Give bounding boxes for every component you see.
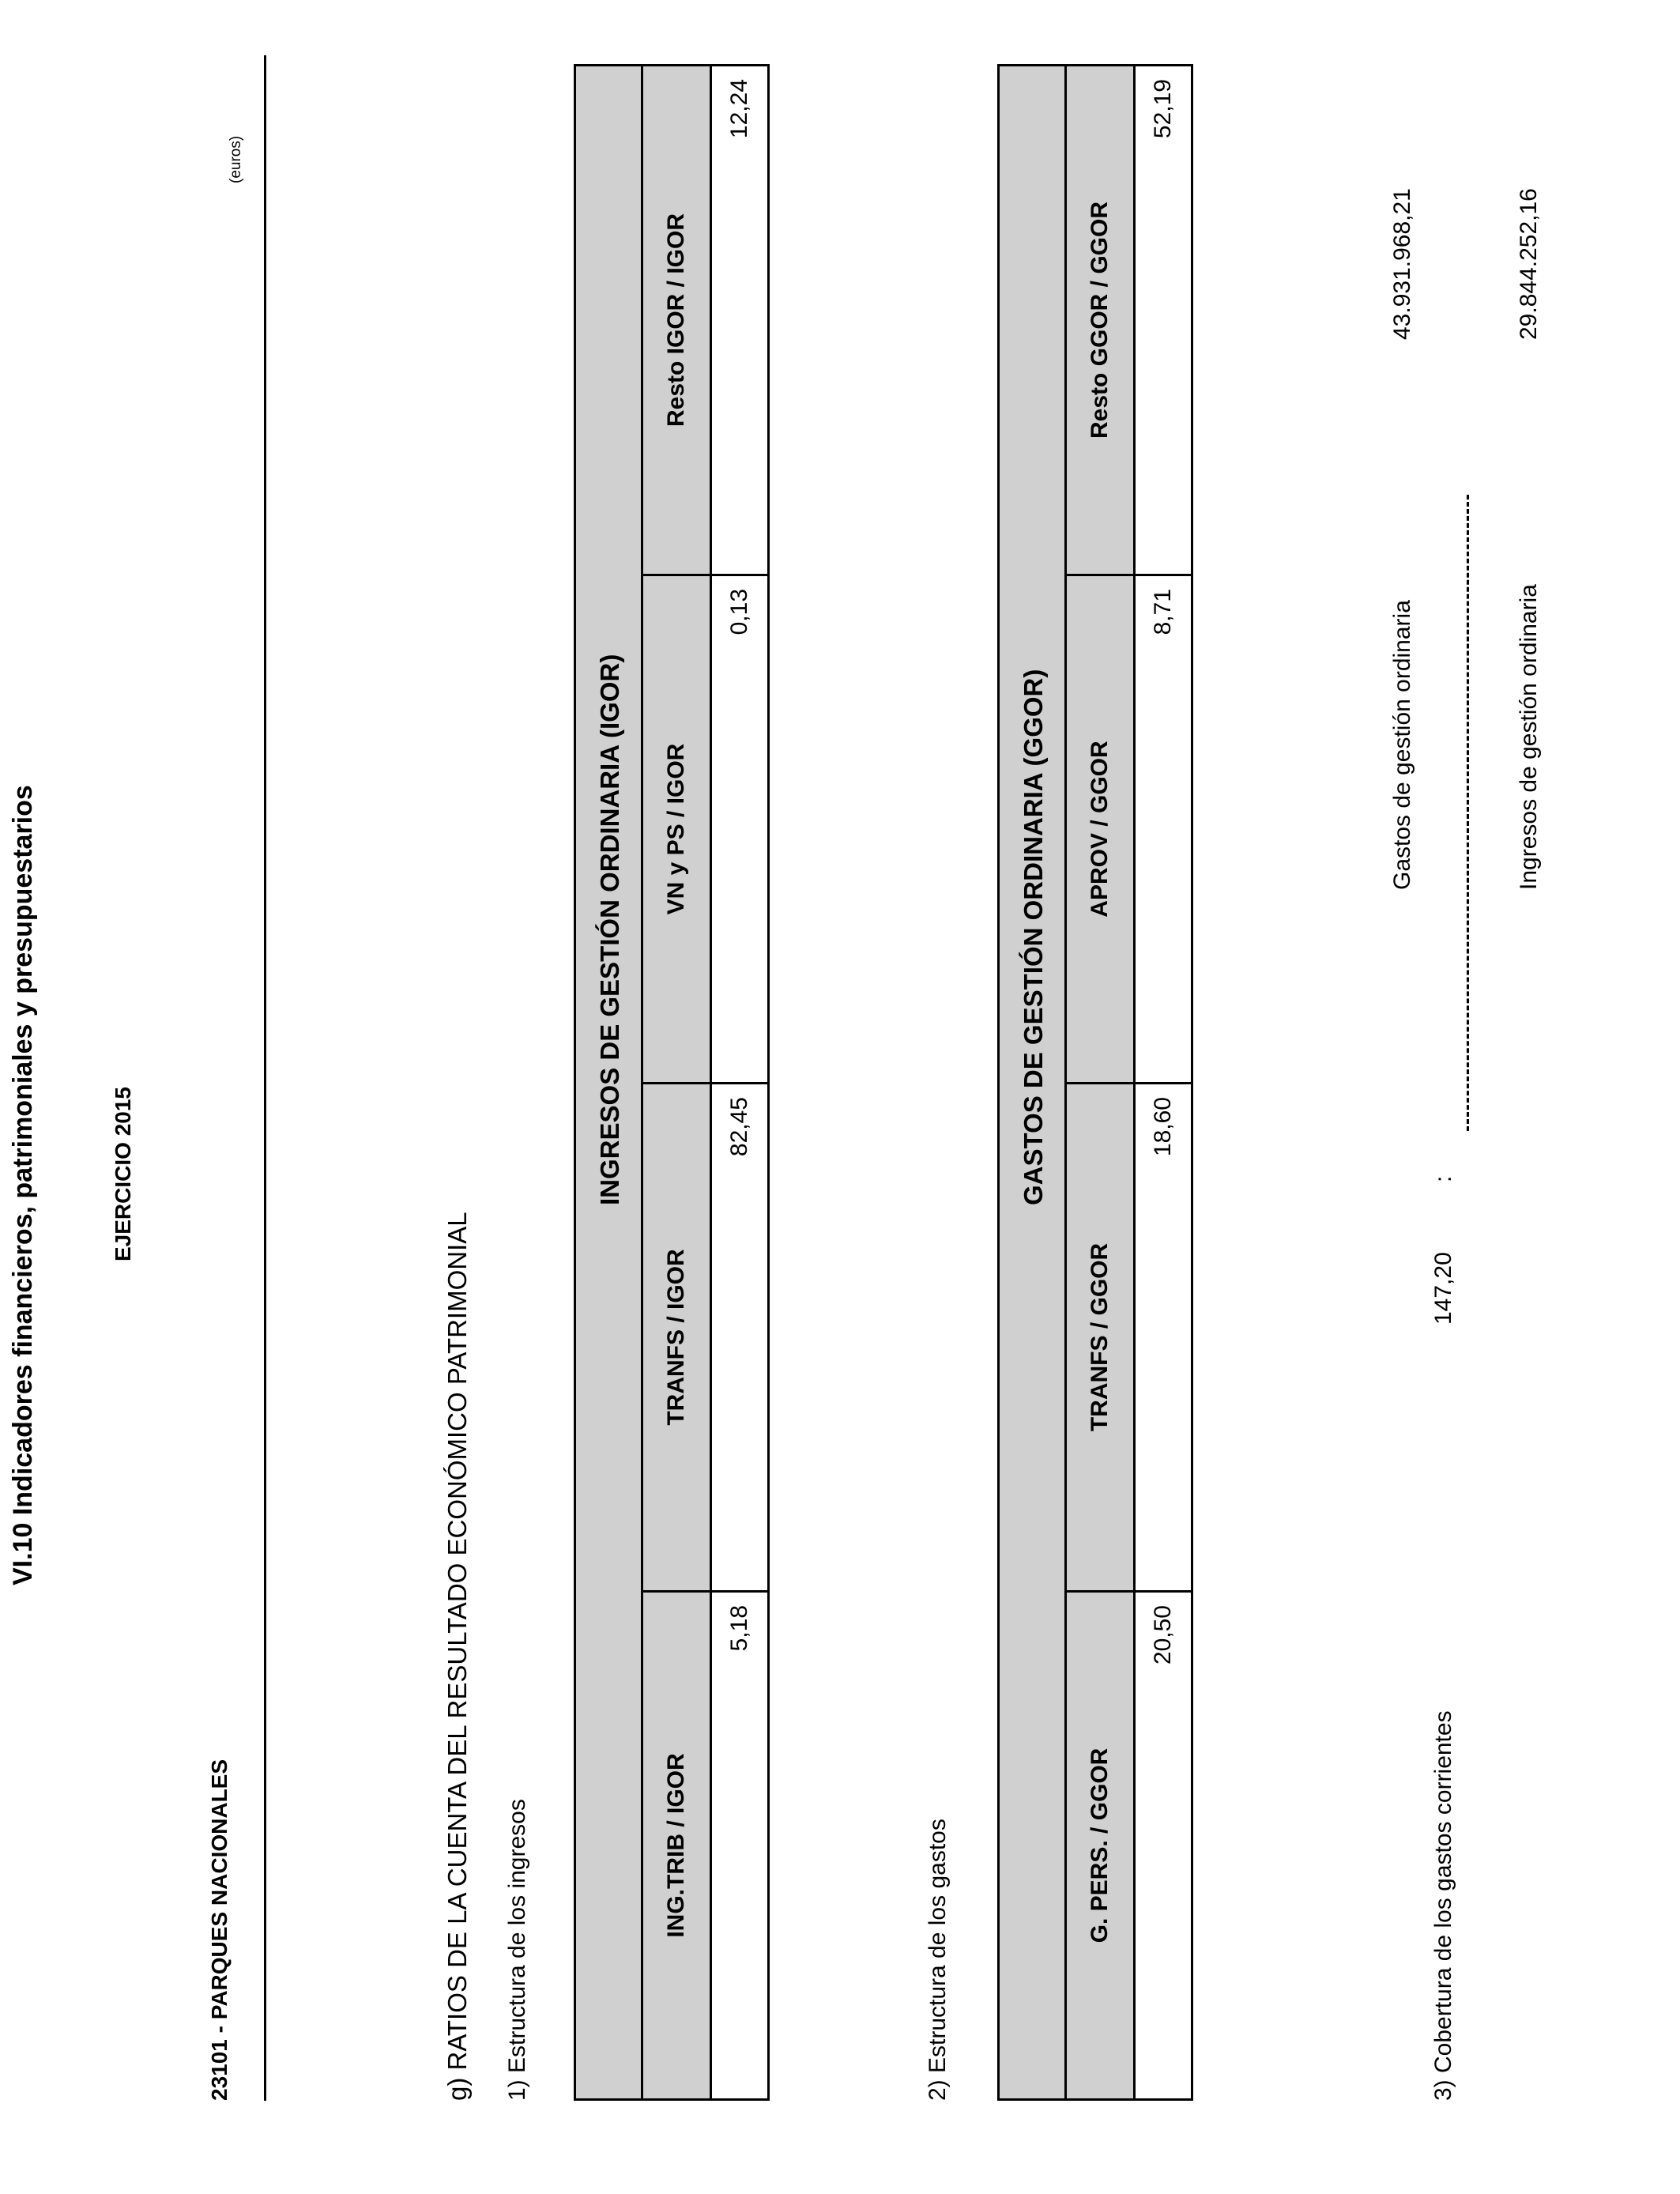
numerator-value: 43.931.968,21 — [1389, 188, 1415, 340]
gastos-table-title: GASTOS DE GESTIÓN ORDINARIA (GGOR) — [999, 66, 1066, 2100]
table-cell: 20,50 — [1135, 1592, 1192, 2100]
gastos-table — [997, 64, 1193, 2101]
fiscal-year: EJERCICIO 2015 — [111, 1087, 135, 1261]
column-header: ING.TRIB / IGOR — [642, 1592, 711, 2100]
cobertura-label: 3) Cobertura de los gastos corrientes — [1430, 1710, 1456, 2101]
numerator-label: Gastos de gestión ordinaria — [1389, 600, 1415, 890]
column-header: APROV / GGOR — [1066, 575, 1135, 1084]
denominator-value: 29.844.252,16 — [1516, 188, 1542, 340]
table-cell: 52,19 — [1135, 66, 1192, 575]
table-cell: 5,18 — [711, 1592, 769, 2100]
table-cell: 82,45 — [711, 1084, 769, 1592]
currency-unit: (euros) — [228, 135, 244, 183]
table-cell: 18,60 — [1135, 1084, 1192, 1592]
denominator-label: Ingresos de gestión ordinaria — [1516, 584, 1542, 890]
ingresos-table-title: INGRESOS DE GESTIÓN ORDINARIA (IGOR) — [575, 65, 642, 2099]
ingresos-table — [574, 64, 770, 2101]
section-title: g) RATIOS DE LA CUENTA DEL RESULTADO ECONÓMICO PATRIMONIAL — [443, 1212, 472, 2101]
column-header: G. PERS. / GGOR — [1066, 1592, 1135, 2100]
cobertura-separator: : — [1430, 1175, 1456, 1182]
column-header: Resto GGOR / GGOR — [1066, 66, 1135, 575]
table-cell: 8,71 — [1135, 575, 1192, 1084]
ingresos-subtitle: 1) Estructura de los ingresos — [504, 1799, 530, 2101]
report-title: VI.10 Indicadores financieros, patrimoniales y presupuestarios — [8, 785, 38, 1585]
table-cell: 12,24 — [711, 65, 769, 575]
cobertura-value: 147,20 — [1430, 1252, 1456, 1325]
column-header: TRANFS / IGOR — [642, 1084, 711, 1592]
header-divider — [264, 55, 266, 2101]
gastos-subtitle: 2) Estructura de los gastos — [925, 1819, 951, 2101]
column-header: VN y PS / IGOR — [642, 575, 711, 1084]
entity-name: 23101 - PARQUES NACIONALES — [207, 1759, 232, 2101]
column-header: TRANFS / GGOR — [1066, 1084, 1135, 1592]
column-header: Resto IGOR / IGOR — [642, 65, 711, 575]
table-cell: 0,13 — [711, 575, 769, 1084]
fraction-line — [1467, 495, 1469, 1131]
